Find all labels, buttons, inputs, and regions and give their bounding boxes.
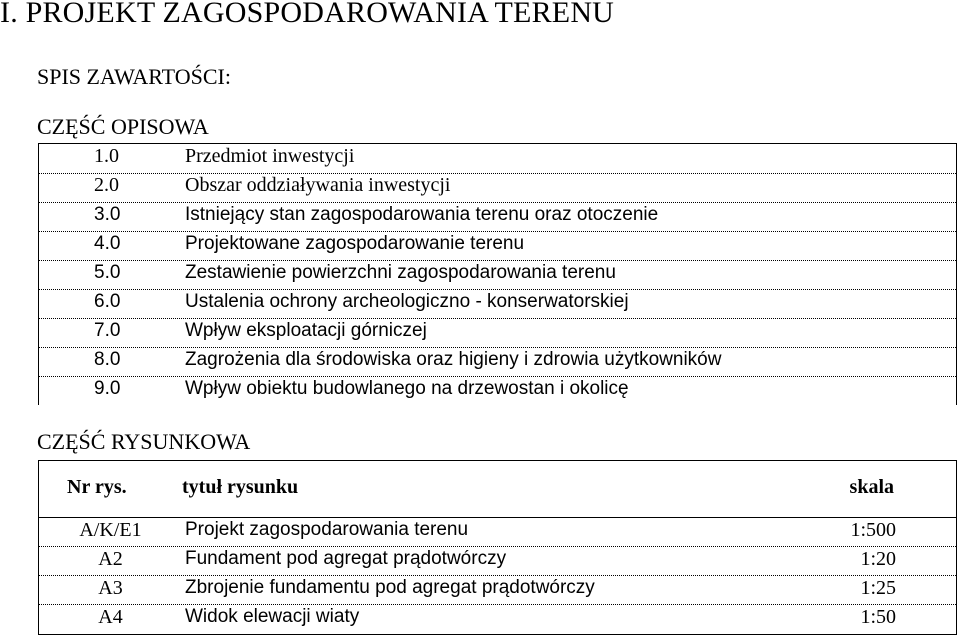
descriptive-part-heading: CZĘŚĆ OPISOWA xyxy=(37,114,209,139)
toc-item-number: 9.0 xyxy=(94,378,121,399)
drawing-number: A2 xyxy=(98,548,123,570)
toc-item-title: Istniejący stan zagospodarowania terenu oraz otoczenie xyxy=(185,204,659,225)
toc-item-title: Ustalenia ochrony archeologiczno - konserwatorskiej xyxy=(185,291,629,312)
drawing-scale: 1:500 xyxy=(850,519,896,541)
drawing-scale: 1:20 xyxy=(860,548,896,570)
toc-item-number: 8.0 xyxy=(94,349,121,370)
toc-item-title: Zagrożenia dla środowiska oraz higieny i zdrowia użytkowników xyxy=(185,349,722,370)
toc-heading: SPIS ZAWARTOŚCI: xyxy=(37,64,231,89)
drawing-number: A/K/E1 xyxy=(79,519,142,541)
toc-item xyxy=(39,173,956,203)
toc-item-number: 4.0 xyxy=(94,233,121,254)
toc-item-title: Przedmiot inwestycji xyxy=(185,145,355,167)
table-row xyxy=(39,546,956,576)
drawing-number: A4 xyxy=(98,606,123,628)
drawings-table-header xyxy=(39,461,956,518)
toc-item xyxy=(39,231,956,261)
column-header-nr: Nr rys. xyxy=(67,476,127,498)
toc-item xyxy=(39,202,956,232)
toc-item-title: Zestawienie powierzchni zagospodarowania terenu xyxy=(185,262,616,283)
toc-item-title: Projektowane zagospodarowanie terenu xyxy=(185,233,525,254)
toc-item-number: 5.0 xyxy=(94,262,121,283)
table-row xyxy=(39,575,956,605)
toc-item xyxy=(39,318,956,348)
toc-item-number: 7.0 xyxy=(94,320,121,341)
column-header-title: tytuł rysunku xyxy=(182,476,299,498)
table-row xyxy=(39,604,956,633)
toc-item-number: 3.0 xyxy=(94,204,121,225)
toc-item-title: Obszar oddziaływania inwestycji xyxy=(185,174,451,196)
drawing-title: Projekt zagospodarowania terenu xyxy=(185,519,469,540)
column-header-scale: skala xyxy=(849,476,894,498)
toc-item-title: Wpływ obiektu budowlanego na drzewostan i okolicę xyxy=(185,378,629,399)
drawing-number: A3 xyxy=(98,577,123,599)
toc-item-number: 6.0 xyxy=(94,291,121,312)
drawing-scale: 1:25 xyxy=(860,577,896,599)
document-title: I. PROJEKT ZAGOSPODAROWANIA TERENU xyxy=(0,0,615,29)
toc-item xyxy=(39,289,956,319)
drawings-part-heading: CZĘŚĆ RYSUNKOWA xyxy=(37,429,251,454)
toc-item xyxy=(39,376,956,405)
table-row xyxy=(39,517,956,547)
descriptive-part-table xyxy=(38,143,957,405)
toc-item xyxy=(39,144,956,174)
drawing-title: Zbrojenie fundamentu pod agregat prądotwórczy xyxy=(185,577,595,598)
toc-item xyxy=(39,260,956,290)
drawing-title: Widok elewacji wiaty xyxy=(185,606,360,627)
drawing-scale: 1:50 xyxy=(860,606,896,628)
toc-item-title: Wpływ eksploatacji górniczej xyxy=(185,320,427,341)
drawing-title: Fundament pod agregat prądotwórczy xyxy=(185,548,507,569)
toc-item-number: 1.0 xyxy=(94,145,119,167)
toc-item xyxy=(39,347,956,377)
drawings-table xyxy=(38,460,957,635)
toc-item-number: 2.0 xyxy=(94,174,119,196)
